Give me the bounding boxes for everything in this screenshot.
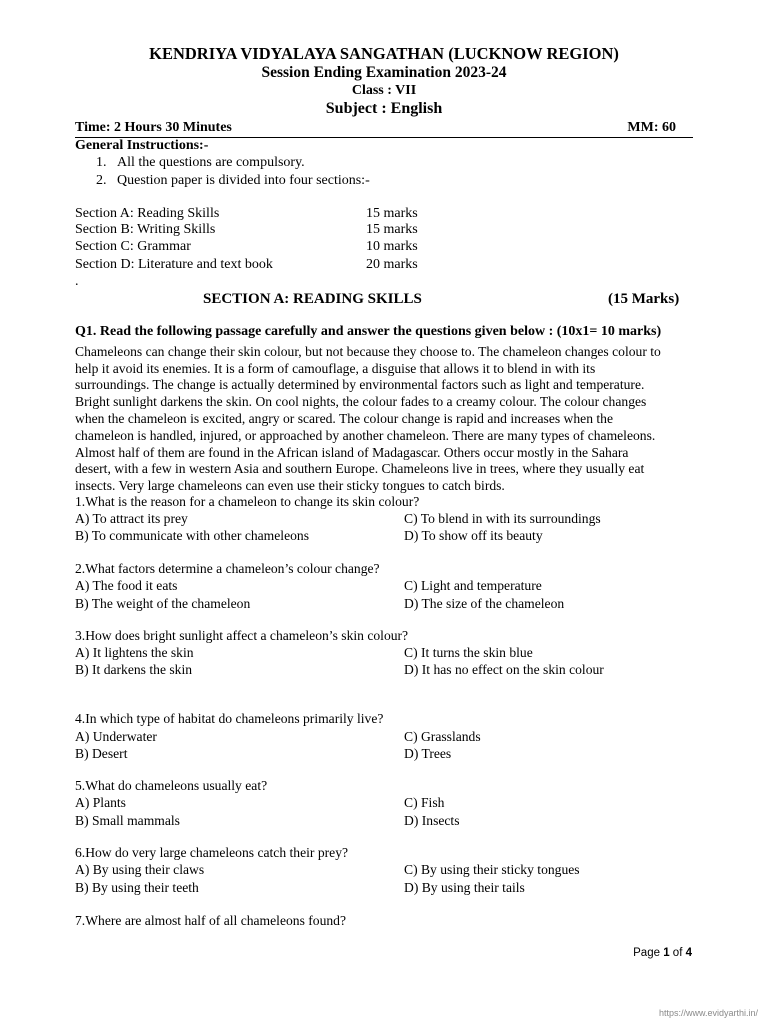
section-list-name: Section B: Writing Skills [75,222,216,237]
watermark-url: https://www.evidyarthi.in/ [658,1008,758,1018]
passage-line: Almost half of them are found in the African island of Madagascar. Others occur mostly in the Sahara [75,445,629,460]
passage-line: Chameleons can change their skin colour, but not because they choose to. The chameleon changes colour to [75,344,661,359]
option-c: C) Grasslands [404,729,481,744]
option-d: D) Trees [404,746,452,761]
option-c: C) To blend in with its surroundings [404,511,601,526]
question-text: 1.What is the reason for a chameleon to change its skin colour? [75,494,420,509]
option-b: B) Small mammals [75,813,180,828]
q1-heading: Q1. Read the following passage carefully and answer the questions given below : (10x1= 10 marks) [75,324,662,339]
section-a-marks: (15 Marks) [608,291,680,307]
option-c: C) Light and temperature [404,578,542,593]
passage-line: help it avoid its enemies. It is a form of camouflage, a disguise that allows it to blend in with its [75,361,596,376]
time-marks-row [75,119,693,138]
option-a: A) Underwater [75,729,157,744]
option-a: A) It lightens the skin [75,645,194,660]
general-instructions-title: General Instructions:- [75,138,209,153]
option-d: D) To show off its beauty [404,528,543,543]
option-b: B) Desert [75,746,128,761]
option-a: A) The food it eats [75,578,178,593]
section-list-marks: 15 marks [366,222,418,237]
option-c: C) By using their sticky tongues [404,862,580,877]
option-a: A) To attract its prey [75,511,188,526]
option-c: C) Fish [404,795,445,810]
option-d: D) Insects [404,813,460,828]
question-text: 2.What factors determine a chameleon’s colour change? [75,561,380,576]
time-label: Time: 2 Hours 30 Minutes [75,120,232,135]
section-list-name: Section D: Literature and text book [75,257,273,272]
section-list-marks: 20 marks [366,257,418,272]
question-text: 6.How do very large chameleons catch their prey? [75,845,349,860]
option-b: B) To communicate with other chameleons [75,528,309,543]
section-list-name: Section A: Reading Skills [75,206,220,221]
passage-line: when the chameleon is excited, angry or scared. The colour change is rapid and increases when the [75,411,614,426]
option-c: C) It turns the skin blue [404,645,533,660]
option-b: B) By using their teeth [75,880,199,895]
passage-line: Bright sunlight darkens the skin. On cool nights, the colour fades to a creamy colour. The colour changes [75,394,647,409]
instruction-item: 2. Question paper is divided into four sections:- [96,173,370,188]
max-marks-label: MM: 60 [627,120,676,135]
question-text: 7.Where are almost half of all chameleons found? [75,913,347,928]
section-list-marks: 10 marks [366,239,418,254]
passage-line: surroundings. The change is actually determined by environmental factors such as light and temperature. [75,377,645,392]
section-list-marks: 15 marks [366,206,418,221]
subject-label: Subject : English [325,100,443,117]
passage-line: chameleon is handled, injured, or approached by another chameleon. There are many types of chameleons. [75,428,656,443]
option-a: A) By using their claws [75,862,205,877]
passage-line: insects. Very large chameleons can even use their sticky tongues to catch birds. [75,478,505,493]
option-d: D) By using their tails [404,880,525,895]
option-d: D) It has no effect on the skin colour [404,662,604,677]
question-text: 4.In which type of habitat do chameleons primarily live? [75,711,384,726]
class-label: Class : VII [351,83,417,98]
exam-title: Session Ending Examination 2023-24 [261,64,507,81]
option-d: D) The size of the chameleon [404,596,565,611]
instruction-item: 1. All the questions are compulsory. [96,155,305,170]
org-title: KENDRIYA VIDYALAYA SANGATHAN (LUCKNOW REGION) [149,44,619,63]
question-text: 3.How does bright sunlight affect a chameleon’s skin colour? [75,628,409,643]
option-b: B) It darkens the skin [75,662,193,677]
passage-line: desert, with a few in western Asia and southern Europe. Chameleons live in trees, where they usually eat [75,461,645,476]
stray-dot: . [75,274,79,289]
option-b: B) The weight of the chameleon [75,596,251,611]
section-list-name: Section C: Grammar [75,239,191,254]
page-number: Page 1 of 4 [633,947,692,959]
section-a-title: SECTION A: READING SKILLS [203,291,422,307]
option-a: A) Plants [75,795,126,810]
question-text: 5.What do chameleons usually eat? [75,778,268,793]
